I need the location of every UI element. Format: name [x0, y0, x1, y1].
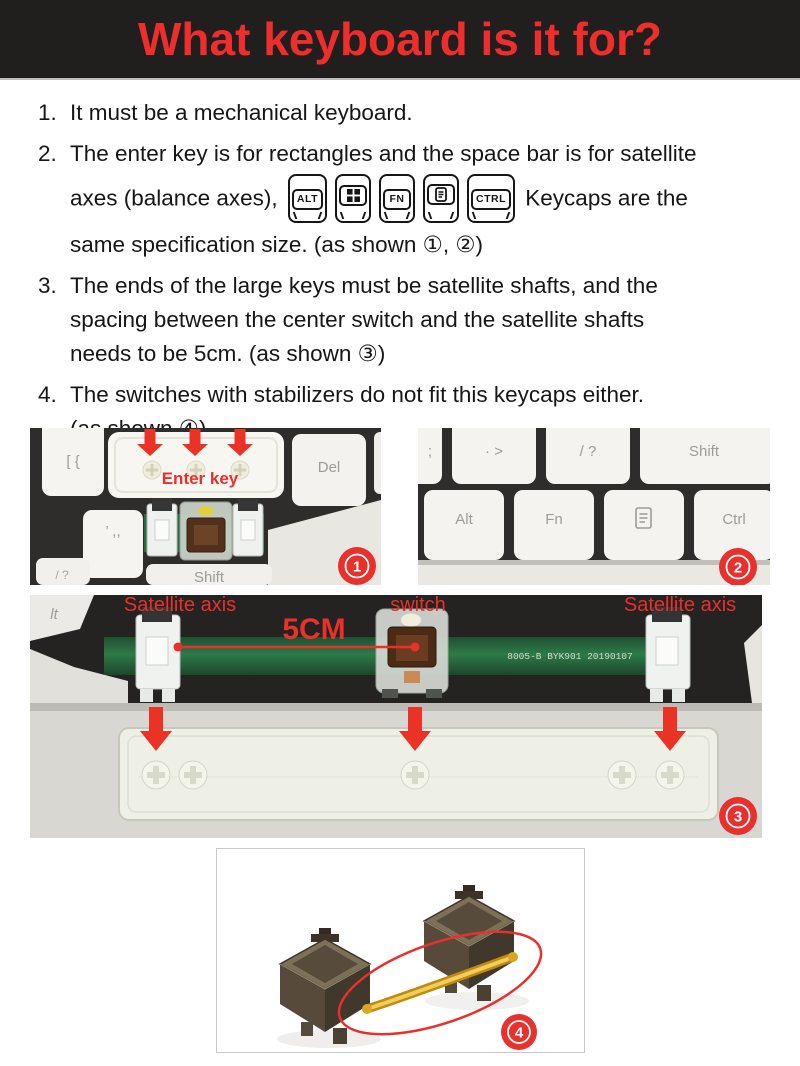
svg-text:Del: Del: [317, 459, 341, 476]
instruction-item-3: [38, 269, 768, 371]
stabilizer-right: [233, 498, 263, 556]
badge-1: [338, 547, 376, 585]
stabilizer-right: [646, 607, 690, 702]
switch: [180, 502, 232, 560]
svg-text:4: 4: [514, 1024, 524, 1042]
figure-4-stabilizer-switches-photo: [216, 848, 585, 1053]
svg-text:/ ?: / ?: [55, 568, 69, 582]
svg-text:Shift: Shift: [193, 569, 225, 585]
pcb-serial-text: 8005-B BYK901 20190107: [507, 651, 633, 662]
instruction-2-line2: [70, 171, 768, 228]
top-row-keycaps: [418, 428, 770, 484]
instruction-list: [38, 96, 768, 453]
instruction-2-line1: The enter key is for rectangles and the space bar is for satellite: [70, 141, 697, 166]
item-number: 2.: [38, 141, 57, 166]
svg-text:lt: lt: [50, 606, 58, 623]
figure-3-canvas: [30, 595, 762, 838]
instruction-3-line3: needs to be 5cm. (as shown ③): [70, 341, 386, 366]
windows-logo-icon: [347, 189, 360, 202]
instruction-2-line2-after: Keycaps are the: [525, 185, 688, 211]
figure-2-corner-keys-photo: [418, 428, 770, 585]
keycap-icon-menu: [423, 174, 459, 223]
satellite-axis-label-right: Satellite axis: [623, 595, 737, 616]
svg-text:2: 2: [733, 559, 743, 577]
svg-text:Shift: Shift: [688, 443, 720, 460]
keycap-icon-ctrl: CTRL: [467, 174, 515, 223]
distance-label: 5CM: [282, 613, 346, 646]
badge-4: [501, 1014, 537, 1050]
item-number: 3.: [38, 273, 57, 298]
keycap-icon-fn: FN: [379, 174, 415, 223]
instruction-1-text: It must be a mechanical keyboard.: [70, 100, 413, 125]
instruction-item-1: [38, 96, 768, 130]
figure-1-canvas: [30, 428, 381, 585]
page-title: What keyboard is it for?: [138, 13, 662, 65]
svg-text:Ctrl: Ctrl: [722, 511, 746, 528]
badge-2: [719, 548, 757, 585]
svg-text:Fn: Fn: [545, 511, 563, 528]
switch-label: switch: [390, 595, 446, 616]
svg-text:/ ?: / ?: [579, 443, 597, 460]
enter-key-annotation: Enter key: [161, 469, 239, 488]
svg-text:3: 3: [733, 808, 743, 826]
switch: [376, 609, 448, 698]
item-number: 1.: [38, 100, 57, 125]
item-number: 4.: [38, 382, 57, 407]
instruction-2-line2-before: axes (balance axes),: [70, 185, 278, 211]
instruction-4-line1: The switches with stabilizers do not fit this keycaps either.: [70, 382, 645, 407]
keycap-icon-windows: [335, 174, 371, 223]
figure-3-satellite-axis-photo: [30, 595, 762, 838]
badge-3: [719, 797, 757, 835]
keycap-icon-alt: ALT: [288, 174, 327, 223]
instruction-3-line2: spacing between the center switch and the satellite shafts: [70, 307, 645, 332]
svg-text:· >: · >: [485, 443, 503, 460]
menu-key-icon: [435, 187, 447, 202]
instruction-item-2: [38, 137, 768, 262]
svg-text:[ {: [ {: [66, 453, 80, 470]
instruction-3-line1: The ends of the large keys must be satellite shafts, and the: [70, 273, 658, 298]
figure-2-canvas: [418, 428, 770, 585]
svg-text:Alt: Alt: [455, 511, 473, 528]
stabilizer-left: [136, 607, 180, 702]
figure-1-enter-key-photo: [30, 428, 381, 585]
copper-contact: [404, 671, 420, 683]
satellite-axis-label-left: Satellite axis: [123, 595, 237, 616]
case-front-edge: [418, 565, 770, 585]
svg-text:’ ,,: ’ ,,: [105, 523, 121, 540]
case-shadow: [418, 560, 770, 565]
header-banner: [0, 0, 800, 80]
switch-assembly: [144, 498, 264, 560]
figure-4-canvas: [217, 849, 584, 1052]
svg-text:;: ;: [427, 443, 433, 460]
instruction-2-line3: same specification size. (as shown ①, ②): [70, 232, 483, 257]
svg-text:1: 1: [352, 558, 362, 576]
stabilizer-left: [147, 498, 177, 556]
